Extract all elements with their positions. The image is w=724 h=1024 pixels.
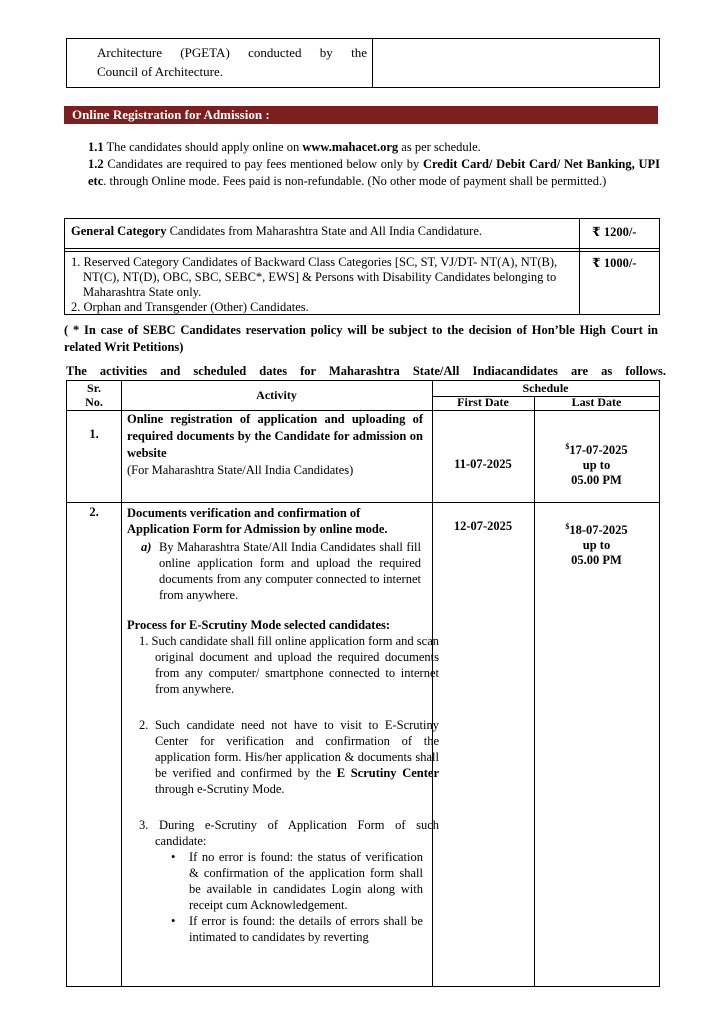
- row2-sr: 2.: [89, 505, 99, 519]
- point-1-2: [88, 156, 660, 190]
- header-no-label: No.: [85, 395, 103, 409]
- sub-a-label: a): [141, 540, 152, 554]
- reserved-item-2: 2. Orphan and Transgender (Other) Candidates.: [71, 300, 309, 314]
- header-sr-label: Sr.: [87, 381, 101, 395]
- step2-text: through e-Scrutiny Mode.: [155, 782, 285, 796]
- fee-table: [64, 218, 660, 315]
- row1-activity: [127, 411, 423, 479]
- header-last-date: Last Date: [571, 395, 622, 409]
- row2-activity: [127, 505, 439, 945]
- table-divider: [372, 39, 373, 87]
- website-link[interactable]: www.mahacet.org: [302, 140, 399, 154]
- fee-row-reserved: [71, 255, 571, 315]
- row-line: [67, 502, 659, 503]
- continuation-line-1: Architecture (PGETA) conducted by the: [97, 45, 367, 60]
- header-sr: [67, 381, 121, 409]
- row1-first-date: 11-07-2025: [454, 457, 512, 471]
- row2-upto: up to: [582, 538, 611, 553]
- category-name: General Category: [71, 224, 167, 238]
- section-heading: Online Registration for Admission :: [64, 106, 658, 124]
- fee-row-line: [65, 251, 659, 252]
- process-step-1: 1. Such candidate shall fill online application form and scan original document and upload the required documents from any computer/ smartphone connected to internet from anywhere.: [139, 634, 439, 696]
- process-step-2: [139, 717, 439, 797]
- fee-amount-general: ₹ 1200/-: [592, 225, 637, 239]
- bullet-error: • If error is found: the details of errors shall be intimated to candidates by reverting: [189, 913, 423, 945]
- point-text: . through Online mode. Fees paid is non-refundable. (No other mode of payment shall be permitted.): [103, 174, 607, 188]
- row2-last-date: [534, 519, 659, 568]
- dollar-mark: $: [565, 442, 570, 451]
- step2-text: 2. Such candidate need not have to visit to E-Scrutiny Center for verification and confirmation of the application form. His/her application & documents shall be verified and confirmed by the: [139, 718, 439, 780]
- process-step-3: 3. During e-Scrutiny of Application Form of such candidate:: [139, 818, 439, 848]
- header-first-date: First Date: [457, 395, 509, 409]
- row2-time: 05.00 PM: [571, 553, 622, 568]
- point-text: Candidates are required to pay fees mentioned below only by: [107, 157, 423, 171]
- schedule-table: [66, 380, 660, 987]
- continuation-cell: [97, 43, 367, 81]
- payment-modes: Credit Card/ Debit Card/ Net Banking, UPI etc: [88, 157, 660, 188]
- row2-activity-title: Documents verification and confirmation of Application Form for Admission by online mode.: [127, 506, 388, 536]
- category-desc: Candidates from Maharashtra State and All India Candidature.: [166, 224, 482, 238]
- row1-activity-note: (For Maharashtra State/All India Candidates): [127, 463, 354, 477]
- schedule-intro: The activities and scheduled dates for Maharashtra State/All Indiacandidates are as follows.: [66, 364, 666, 378]
- continuation-table: [66, 38, 660, 88]
- bullet-no-error: • If no error is found: the status of verification & confirmation of the application form shall be available in candidates Login along with receipt cum Acknowledgement.: [189, 849, 423, 913]
- row1-sr: 1.: [89, 427, 99, 441]
- fee-amount-reserved: ₹ 1000/-: [592, 256, 637, 270]
- point-1-1: [88, 139, 660, 156]
- row1-last-date: [534, 439, 659, 488]
- step2-bold: E Scrutiny Center: [336, 766, 439, 780]
- row1-last-date-value: 17-07-2025: [569, 443, 628, 458]
- row2-first-date: 12-07-2025: [453, 519, 513, 533]
- col-line: [121, 381, 122, 986]
- row2-sub-a: [141, 539, 421, 603]
- dollar-mark: $: [565, 522, 570, 531]
- fee-divider: [579, 219, 580, 314]
- sebc-note: ( * In case of SEBC Candidates reservation policy will be subject to the decision of Hon’ble High Court in related Writ Petitions): [64, 323, 658, 354]
- process-heading: Process for E-Scrutiny Mode selected candidates:: [127, 618, 391, 632]
- point-text: as per schedule.: [398, 140, 481, 154]
- header-schedule: Schedule: [522, 381, 569, 395]
- point-number: 1.1: [88, 140, 104, 154]
- fee-row-line: [65, 248, 659, 249]
- sub-a-text: By Maharashtra State/All India Candidates shall fill online application form and upload the required documents from any computer connected to internet from anywhere.: [159, 540, 421, 602]
- point-text: The candidates should apply online on: [106, 140, 303, 154]
- fee-row-general: [71, 224, 576, 239]
- row1-upto: up to: [582, 458, 611, 473]
- point-number: 1.2: [88, 157, 104, 171]
- row2-last-date-value: 18-07-2025: [569, 523, 628, 538]
- row1-activity-title: Online registration of application and uploading of required documents by the Candidate for admission on website: [127, 412, 423, 460]
- row1-time: 05.00 PM: [571, 473, 622, 488]
- continuation-line-2: Council of Architecture.: [97, 64, 223, 79]
- header-activity: Activity: [256, 388, 297, 402]
- reserved-item-1: 1. Reserved Category Candidates of Backward Class Categories [SC, ST, VJ/DT- NT(A), NT(B), NT(C), NT(D), OBC, SBC, SEBC*, EWS] & Persons with Disability Candidates belonging to Maharashtra State only.: [71, 255, 558, 299]
